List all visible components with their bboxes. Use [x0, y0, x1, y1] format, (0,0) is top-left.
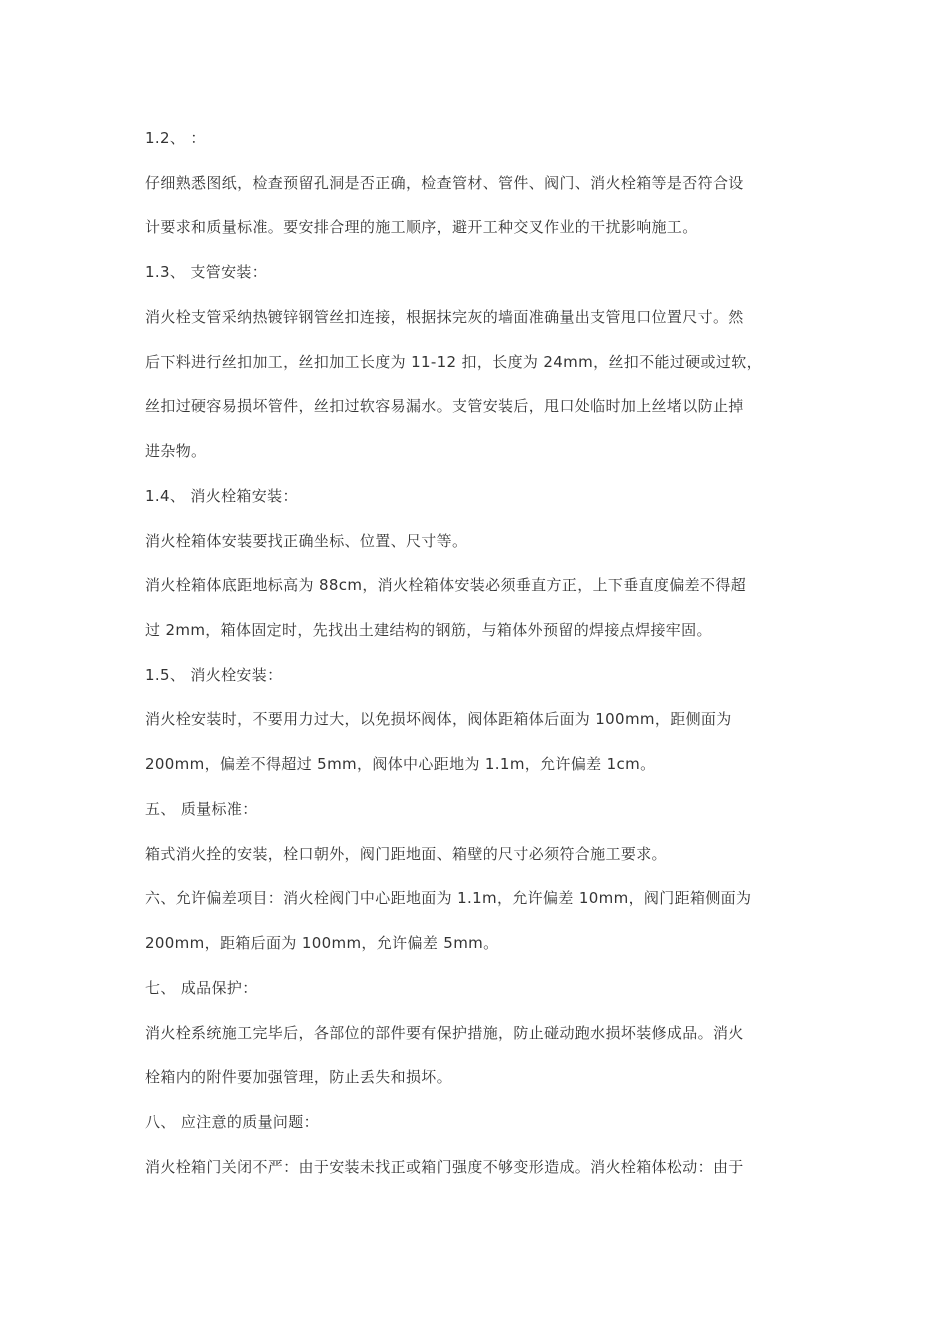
paragraph-line: 消火栓箱体安装要找正确坐标、位置、尺寸等。 [145, 532, 468, 550]
paragraph-line: 箱式消火拴的安装，栓口朝外，阀门距地面、箱壁的尺寸必须符合施工要求。 [145, 845, 667, 863]
heading-1-3: 1.3、 支管安装： [145, 263, 268, 281]
paragraph-line: 消火栓箱门关闭不严：由于安装未找正或箱门强度不够变形造成。消火栓箱体松动：由于 [145, 1158, 744, 1176]
paragraph-line: 消火栓支管采纳热镀锌钢管丝扣连接，根据抹完灰的墙面准确量出支管甩口位置尺寸。然 [145, 308, 744, 326]
paragraph-line: 消火栓系统施工完毕后，各部位的部件要有保护措施，防止碰动跑水损坏装修成品。消火 [145, 1024, 744, 1042]
heading-1-4: 1.4、 消火栓箱安装： [145, 487, 298, 505]
paragraph-line: 消火栓箱体底距地标高为 88cm，消火栓箱体安装必须垂直方正，上下垂直度偏差不得超 [145, 576, 747, 594]
paragraph-line: 六、允许偏差项目：消火栓阀门中心距地面为 1.1m，允许偏差 10mm，阀门距箱侧面为 [145, 889, 752, 907]
heading-1-2: 1.2、 ： [145, 129, 206, 147]
paragraph-line: 栓箱内的附件要加强管理，防止丢失和损坏。 [145, 1068, 453, 1086]
paragraph-line: 进杂物。 [145, 442, 207, 460]
paragraph-line: 计要求和质量标准。要安排合理的施工顺序，避开工种交叉作业的干扰影响施工。 [145, 218, 698, 236]
heading-section-5: 五、 质量标准： [145, 800, 258, 818]
paragraph-line: 过 2mm，箱体固定时，先找出土建结构的钢筋，与箱体外预留的焊接点焊接牢固。 [145, 621, 712, 639]
heading-section-7: 七、 成品保护： [145, 979, 258, 997]
paragraph-line: 200mm，偏差不得超过 5mm，阀体中心距地为 1.1m，允许偏差 1cm。 [145, 755, 656, 773]
paragraph-line: 丝扣过硬容易损坏管件，丝扣过软容易漏水。支管安装后，甩口处临时加上丝堵以防止掉 [145, 397, 744, 415]
paragraph-line: 消火栓安装时，不要用力过大，以免损坏阀体，阀体距箱体后面为 100mm，距侧面为 [145, 710, 732, 728]
paragraph-line: 200mm，距箱后面为 100mm，允许偏差 5mm。 [145, 934, 499, 952]
paragraph-line: 后下料进行丝扣加工，丝扣加工长度为 11-12 扣，长度为 24mm，丝扣不能过硬或过软， [145, 353, 762, 371]
paragraph-line: 仔细熟悉图纸，检查预留孔洞是否正确，检查管材、管件、阀门、消火栓箱等是否符合设 [145, 174, 744, 192]
heading-1-5: 1.5、 消火栓安装： [145, 666, 283, 684]
heading-section-8: 八、 应注意的质量问题： [145, 1113, 319, 1131]
